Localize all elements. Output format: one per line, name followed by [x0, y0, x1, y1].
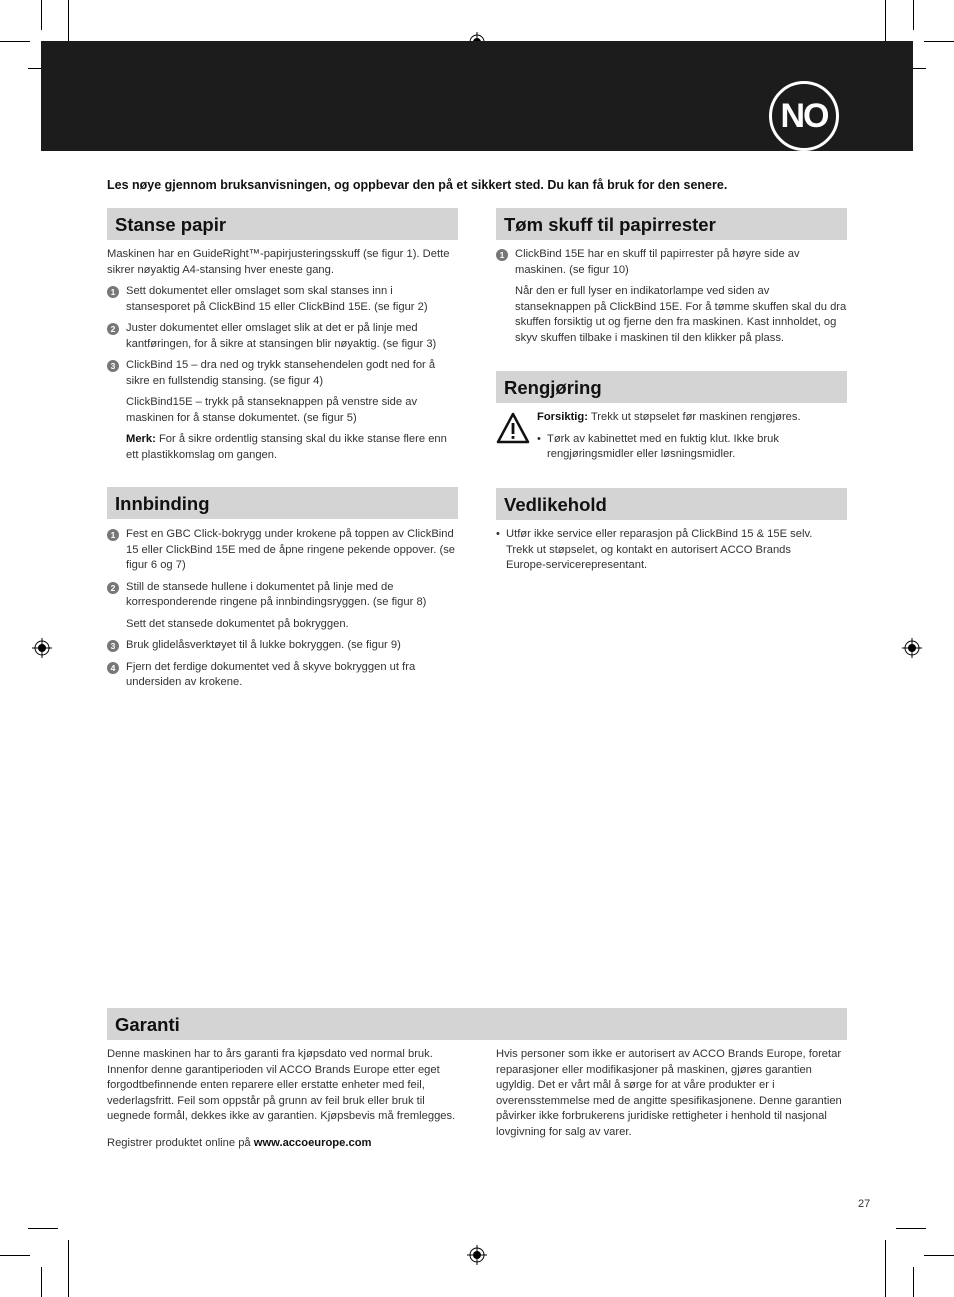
garanti-right [496, 1047, 848, 1146]
register-text [107, 1136, 457, 1152]
garanti-left-text: Denne maskinen har to års garanti fra kjøpsdato ved normal bruk. Innenfor denne garantiperioden vil ACCO Brands Europe etter eget forgodtbefinnende enten reparere eller erstatte enheter med feil, vederlagsfritt. Feil som oppstår på grunn av feil bruk eller bruk til uegnede formål, dekkes ikke av garantien. Kjøpsbevis må fremlegges. [107, 1048, 456, 1122]
vedlikehold-body [496, 527, 826, 580]
crop-mark [924, 1255, 954, 1256]
step-number-badge: 4 [107, 662, 119, 674]
tom-body [496, 247, 848, 352]
stanse-intro: Maskinen har en GuideRight™-papirjusteringsskuff (se figur 1). Dette sikrer nøyaktig A4-stansing hver eneste gang. [107, 248, 450, 276]
list-item [107, 284, 459, 315]
bullet-text: Utfør ikke service eller reparasjon på ClickBind 15 & 15E selv. Trekk ut støpselet, og kontakt en autorisert ACCO Brands Europe-servicerepresentant. [506, 528, 813, 571]
note-label: Merk: [126, 433, 156, 445]
list-item [107, 527, 459, 574]
crop-mark [885, 1240, 886, 1297]
list-item [496, 247, 848, 278]
step-number-badge: 3 [107, 360, 119, 372]
caution-text: Trekk ut støpselet før maskinen rengjøres. [587, 411, 801, 423]
step-continuation: Når den er full lyser en indikatorlampe ved siden av stanseknappen på ClickBind 15E. For å tømme skuffen skal du dra skuffen forsiktig ut og fjerne den fra maskinen. Kast innholdet, og skyv skuffen tilbake i maskinen til den klikker på plass. [515, 285, 847, 344]
step-continuation: ClickBind15E – trykk på stanseknappen på venstre side av maskinen for å stanse dokumentet. (se figur 5) [126, 396, 418, 424]
step-number-badge: 2 [107, 582, 119, 594]
crop-mark [913, 0, 914, 30]
section-title-vedlikehold: Vedlikehold [496, 488, 847, 520]
list-item [537, 432, 848, 463]
garanti-right-text: Hvis personer som ikke er autorisert av ACCO Brands Europe, foretar reparasjoner eller modifikasjoner på maskinen, gjøres garantien ugyldig. Det er vårt mål å sørge for at våre produkter er i overensstemmelse med de angitte spesifikasjonene. Denne garantien påvirker ikke forbrukerens juridiske rettigheter i henhold til nasjonal lovgivning for salg av varer. [496, 1048, 842, 1138]
step-text: ClickBind 15E har en skuff til papirrester på høyre side av maskinen. (se figur 10) [515, 248, 800, 276]
intro-text: Les nøye gjennom bruksanvisningen, og oppbevar den på et sikkert sted. Du kan få bruk for den senere. [107, 178, 728, 192]
step-text: Sett dokumentet eller omslaget som skal stanses inn i stansesporet på ClickBind 15 eller ClickBind 15E. (se figur 2) [126, 285, 428, 313]
step-text: Fjern det ferdige dokumentet ved å skyve bokryggen ut fra undersiden av krokene. [126, 660, 416, 688]
crop-mark [41, 1267, 42, 1297]
step-number-badge: 1 [107, 529, 119, 541]
step-text: Still de stansede hullene i dokumentet på linje med de korresponderende ringene på innbindingsryggen. (se figur 8) [126, 580, 427, 608]
section-title-rengjoring: Rengjøring [496, 371, 847, 403]
step-number-badge: 2 [107, 323, 119, 335]
section-title-tom-skuff: Tøm skuff til papirrester [496, 208, 847, 240]
register-link[interactable]: www.accoeurope.com [253, 1136, 372, 1149]
register-prefix: Registrer produktet online på [107, 1136, 254, 1149]
language-badge [769, 81, 841, 153]
step-text: Bruk glidelåsverktøyet til å lukke bokryggen. (se figur 9) [126, 639, 401, 651]
section-title-stanse: Stanse papir [107, 208, 458, 240]
list-item [107, 638, 459, 654]
step-number-badge: 3 [107, 640, 119, 652]
section-title-garanti: Garanti [107, 1008, 847, 1040]
list-item [107, 660, 459, 691]
crop-mark [68, 1240, 69, 1297]
bullet-icon: • [496, 528, 500, 540]
bullet-icon: • [537, 432, 541, 445]
registration-mark-icon [467, 1245, 487, 1265]
step-text: ClickBind 15 – dra ned og trykk stansehendelen godt ned for å sikre en fullstendig stansing. (se figur 4) [126, 359, 436, 387]
crop-mark [28, 1228, 58, 1229]
crop-mark [896, 1228, 926, 1229]
list-item [107, 321, 459, 352]
registration-mark-icon [902, 638, 922, 658]
step-text: Fest en GBC Click-bokrygg under krokene på toppen av ClickBind 15 eller ClickBind 15E med de åpne ringene pekende oppover. (se figur 6 og 7) [126, 528, 456, 571]
list-item [107, 580, 459, 611]
innbinding-body [107, 527, 459, 697]
garanti-left [107, 1047, 457, 1157]
note-text: For å sikre ordentlig stansing skal du ikke stanse flere enn ett plastikkomslag om gangen. [126, 433, 447, 461]
step-text: Juster dokumentet eller omslaget slik at det er på linje med kantføringen, for å sikre at stansingen blir nøyaktig. (se figur 3) [126, 322, 437, 350]
crop-mark [0, 1255, 30, 1256]
step-continuation: Sett det stansede dokumentet på bokryggen. [126, 617, 349, 630]
language-code: NO [780, 97, 828, 135]
list-item [496, 527, 826, 574]
warning-icon [496, 412, 530, 444]
crop-mark [913, 1267, 914, 1297]
crop-mark [0, 41, 30, 42]
page-number: 27 [858, 1198, 871, 1210]
section-title-innbinding: Innbinding [107, 487, 458, 519]
crop-mark [924, 41, 954, 42]
stanse-body [107, 247, 459, 469]
crop-mark [41, 0, 42, 30]
list-item [107, 358, 459, 389]
bullet-text: Tørk av kabinettet med en fuktig klut. Ikke bruk rengjøringsmidler eller løsningsmidler. [547, 432, 779, 460]
step-number-badge: 1 [107, 286, 119, 298]
caution-label: Forsiktig: [537, 411, 588, 423]
step-number-badge: 1 [496, 249, 508, 261]
rengjoring-body [496, 410, 848, 469]
note [107, 432, 459, 463]
registration-mark-icon [32, 638, 52, 658]
